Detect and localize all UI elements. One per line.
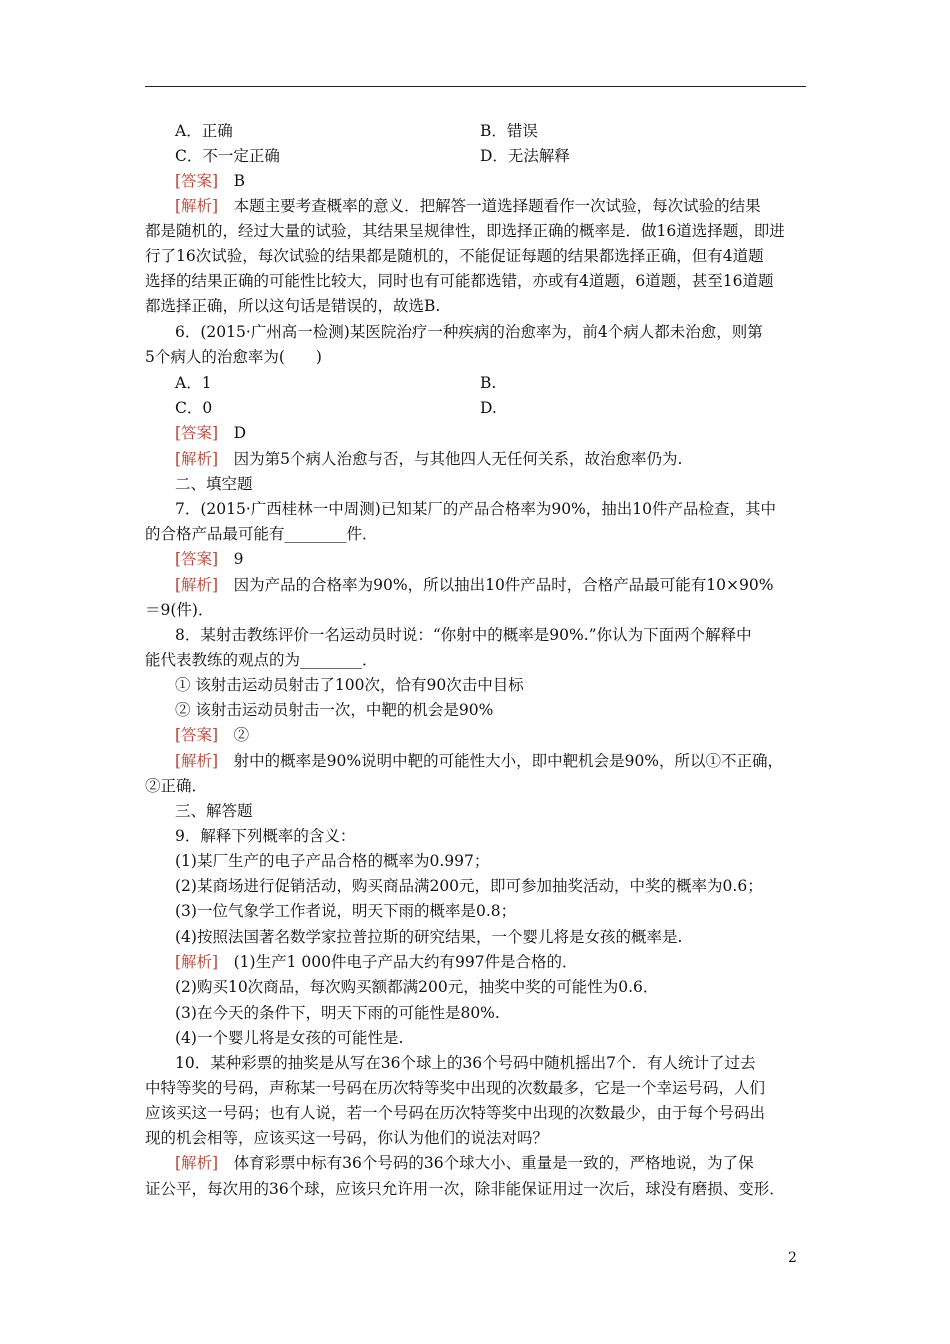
- q5-option-d: D．无法解释: [480, 147, 570, 165]
- section-heading-solve: 三、解答题: [175, 802, 253, 820]
- q6-answer: D: [233, 424, 247, 442]
- analysis-tag: [解析]: [175, 1154, 219, 1172]
- q8-analysis-line-1: [175, 751, 806, 771]
- q9-analysis-line-1: [175, 952, 806, 972]
- q7-answer: 9: [233, 550, 244, 568]
- q5-analysis-text: 本题主要考查概率的意义．把解答一道选择题看作一次试验，每次试验的结果: [233, 197, 761, 215]
- analysis-tag: [解析]: [175, 450, 219, 468]
- q5-option-b: B．错误: [480, 122, 538, 140]
- q10-analysis-line-1: [175, 1153, 806, 1173]
- q9-item-2: (2)某商场进行促销活动，购买商品满200元，即可参加抽奖活动，中奖的概率为0.6；: [175, 877, 763, 895]
- q6-answer-line: [175, 423, 806, 443]
- q10-stem-line-3: 应该买这一号码；也有人说，若一个号码在历次特等奖中出现的次数最少，由于每个号码出: [145, 1104, 766, 1122]
- q10-analysis-line-2: 证公平，每次用的36个球，应该只允许用一次，除非能保证用过一次后，球没有磨损、变形．: [145, 1180, 785, 1198]
- q6-analysis-text: 因为第5个病人治愈与否，与其他四人无任何关系，故治愈率仍为.: [233, 450, 683, 468]
- q5-analysis-line-5: 都选择正确，所以这句话是错误的，故选B.: [145, 297, 441, 315]
- q10-stem-line-2: 中特等奖的号码，声称某一号码在历次特等奖中出现的次数最多，它是一个幸运号码，人们: [145, 1079, 766, 1097]
- q9-analysis-line-2: (2)购买10次商品，每次购买额都满200元，抽奖中奖的可能性为0.6．: [175, 978, 659, 996]
- q5-analysis-line-2: 都是随机的，经过大量的试验，其结果呈规律性，即选择正确的概率是．做16道选择题，即进: [145, 222, 785, 240]
- page-number: 2: [788, 1250, 797, 1266]
- q6-stem-line-1: 6．(2015·广州高一检测)某医院治疗一种疾病的治愈率为，前4个病人都未治愈，则第: [175, 323, 763, 341]
- answer-tag: [答案]: [175, 172, 219, 190]
- q9-item-1: (1)某厂生产的电子产品合格的概率为0.997；: [175, 852, 490, 870]
- q7-answer-line: [175, 549, 806, 569]
- q6-option-b: B.: [480, 374, 497, 392]
- q5-analysis-line-1: [175, 196, 806, 216]
- q7-stem-line-2: 的合格产品最可能有________件．: [145, 525, 378, 543]
- header-rule: [145, 86, 806, 87]
- q6-option-d: D.: [480, 399, 497, 417]
- q8-answer: ②: [233, 726, 250, 744]
- q5-answer-line: [175, 171, 806, 191]
- q8-item-1: ① 该射击运动员射击了100次，恰有90次击中目标: [175, 676, 524, 694]
- analysis-tag: [解析]: [175, 752, 219, 770]
- q7-analysis-line-2: ＝9(件)．: [145, 601, 214, 619]
- q5-option-a: A．正确: [175, 122, 233, 140]
- q8-item-2: ② 该射击运动员射击一次，中靶的机会是90%: [175, 701, 494, 719]
- section-heading-fill-in: 二、填空题: [175, 475, 253, 493]
- analysis-tag: [解析]: [175, 953, 219, 971]
- q9-item-3: (3)一位气象学工作者说，明天下雨的概率是0.8；: [175, 902, 517, 920]
- q7-stem-line-1: 7．(2015·广西桂林一中周测)已知某厂的产品合格率为90%，抽出10件产品检查，其中: [175, 500, 777, 518]
- q9-analysis-line-3: (3)在今天的条件下，明天下雨的可能性是80%.: [175, 1004, 500, 1022]
- answer-tag: [答案]: [175, 726, 219, 744]
- q8-analysis-text: 射中的概率是90%说明中靶的可能性大小，即中靶机会是90%，所以①不正确，: [233, 752, 784, 770]
- q6-option-a: A．1: [175, 374, 212, 392]
- q8-analysis-line-2: ②正确．: [145, 777, 208, 795]
- q6-option-c: C．0: [175, 399, 213, 417]
- q7-analysis-line-1: [175, 575, 806, 595]
- q9-stem: 9．解释下列概率的含义：: [175, 827, 356, 845]
- q10-stem-line-1: 10．某种彩票的抽奖是从写在36个球上的36个号码中随机摇出7个．有人统计了过去: [175, 1054, 756, 1072]
- q5-answer: B: [233, 172, 246, 190]
- q9-analysis-text: (1)生产1 000件电子产品大约有997件是合格的．: [233, 953, 578, 971]
- q5-analysis-line-4: 选择的结果正确的可能性比较大，同时也有可能都选错，亦或有4道题，6道题，甚至16道题: [145, 272, 774, 290]
- answer-tag: [答案]: [175, 550, 219, 568]
- q5-analysis-line-3: 行了16次试验，每次试验的结果都是随机的，不能促证每题的结果都选择正确，但有4道题: [145, 247, 764, 265]
- q9-analysis-line-4: (4)一个婴儿将是女孩的可能性是.: [175, 1029, 404, 1047]
- q8-stem-line-2: 能代表教练的观点的为________．: [145, 651, 378, 669]
- q9-item-4: (4)按照法国著名数学家拉普拉斯的研究结果，一个婴儿将是女孩的概率是.: [175, 928, 683, 946]
- analysis-tag: [解析]: [175, 576, 219, 594]
- analysis-tag: [解析]: [175, 197, 219, 215]
- q6-stem-line-2: 5个病人的治愈率为( ): [145, 348, 322, 366]
- q7-analysis-text: 因为产品的合格率为90%，所以抽出10件产品时，合格产品最可能有10×90%: [233, 576, 774, 594]
- q5-option-c: C．不一定正确: [175, 147, 280, 165]
- q10-stem-line-4: 现的机会相等，应该买这一号码，你认为他们的说法对吗？: [145, 1129, 549, 1147]
- q10-analysis-text: 体育彩票中标有36个号码的36个球大小、重量是一致的，严格地说，为了保: [233, 1154, 754, 1172]
- q8-stem-line-1: 8．某射击教练评价一名运动员时说：“你射中的概率是90%.”你认为下面两个解释中: [175, 626, 752, 644]
- q8-answer-line: [175, 725, 806, 745]
- q6-analysis-line: [175, 449, 806, 469]
- answer-tag: [答案]: [175, 424, 219, 442]
